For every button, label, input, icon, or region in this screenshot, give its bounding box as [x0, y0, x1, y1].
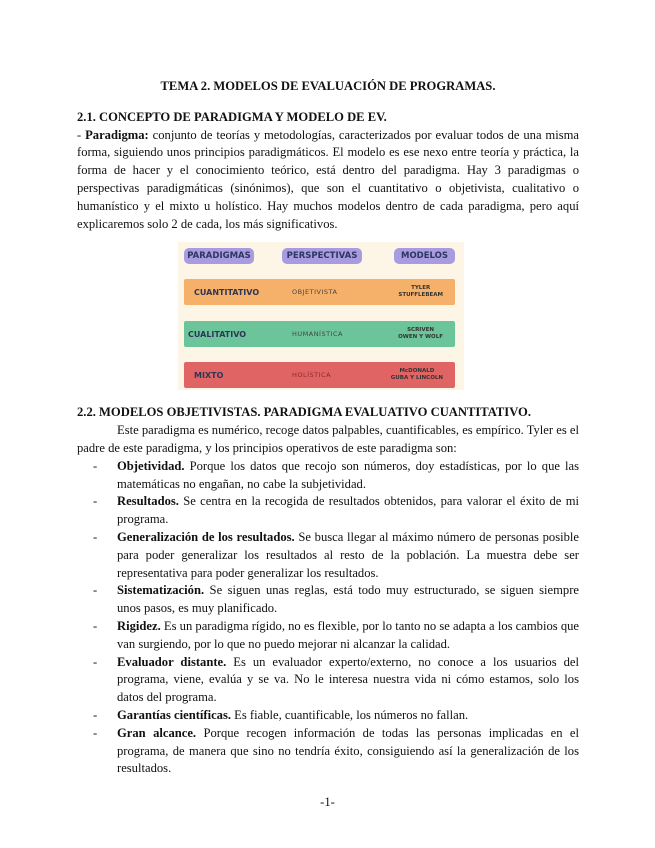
paradigm-paragraph — [77, 127, 579, 234]
paradigm: CUALITATIVO — [188, 329, 247, 339]
term: Objetividad. — [117, 458, 185, 473]
text: Se busca llegar al máximo número de personas posible para poder generalizar los resultados al resto de la población. La muestra debe ser representativa para poder generalizar los resultados. — [117, 529, 580, 580]
section-heading: 2.2. MODELOS OBJETIVISTAS. PARADIGMA EVALUATIVO CUANTITATIVO. — [77, 405, 531, 420]
text: Porque los datos que recojo son números, doy estadísticas, por lo que las matemáticas no engañan, no cabe la subjetividad. — [117, 458, 579, 491]
paragraph-text: conjunto de teorías y metodologías, caracterizados por evaluar todos de una misma forma, siguiendo unos principios paradigmáticos. El modelo es ese nexo entre teoría y práctica, la forma de hacer y el conocimiento teórico, está dentro del paradigma. Hay 3 paradigmas o perspectivas paradigmáticas (sinónimos), que son el cuantitativo o objetivista, cualitativo o humanístico y el mixto u holístico. Hay muchos modelos dentro de cada paradigma, pero aquí explicaremos solo 2 de cada, los más significativos. — [77, 127, 580, 231]
list-item — [77, 493, 579, 529]
list-item — [77, 458, 579, 494]
header-paradigmas: PARADIGMAS — [184, 248, 254, 264]
row-cuantitativo — [184, 279, 455, 305]
term: Sistematización. — [117, 583, 205, 598]
term: Evaluador distante. — [117, 654, 227, 669]
document-page — [77, 78, 579, 778]
term: Garantías científicas. — [117, 707, 232, 722]
term: Generalización de los resultados. — [117, 529, 295, 544]
perspective: HOLÍSTICA — [292, 370, 332, 379]
text: Es un paradigma rígido, no es flexible, por lo tanto no se adapta a los cambios que van surgiendo, por lo que no puedo mejorar ni alcanzar la calidad. — [117, 618, 579, 651]
principles-list — [77, 458, 579, 778]
dash: - — [77, 127, 86, 142]
list-item — [77, 707, 579, 725]
perspective: OBJETIVISTA — [292, 287, 338, 296]
list-item — [77, 582, 579, 618]
term: Resultados. — [117, 494, 179, 509]
intro-paragraph: Este paradigma es numérico, recoge datos palpables, cuantificables, es empírico. Tyler es el padre de este paradigma, y los principios operativos de este paradigma son: — [77, 423, 579, 455]
list-item — [77, 618, 579, 654]
paradigm: MIXTO — [194, 370, 224, 380]
header-modelos: MODELOS — [394, 248, 455, 264]
text: Es fiable, cuantificable, los números no fallan. — [231, 707, 469, 722]
page-number: -1- — [320, 795, 335, 809]
row-mixto — [184, 362, 455, 388]
paradigm: CUANTITATIVO — [194, 287, 260, 297]
text: Porque recogen información de todas las personas implicadas en el programa, de manera que sino no tendría éxito, consiguiendo así la generalización de los resultados. — [117, 725, 579, 776]
header-perspectivas: PERSPECTIVAS — [282, 248, 362, 264]
perspective: HUMANÍSTICA — [292, 329, 343, 338]
models: TYLER STUFFLEBEAM — [398, 285, 443, 299]
models: McDONALD GUBA Y LINCOLN — [390, 368, 443, 382]
text: Es un evaluador experto/externo, no conoce a los usuarios del programa, viene, evalúa y se va. No le interesa nuestra vida ni cómo estamos, solo los datos del programa. — [117, 654, 579, 705]
section-heading: 2.1. CONCEPTO DE PARADIGMA Y MODELO DE EV. — [77, 109, 387, 124]
list-item — [77, 529, 579, 582]
paradigms-figure — [178, 242, 464, 390]
list-item — [77, 725, 579, 778]
text: Se siguen unas reglas, está todo muy estructurado, se siguen siempre unos pasos, es muy planificado. — [117, 583, 579, 616]
text: Se centra en la recogida de resultados obtenidos, para valorar el éxito de mi programa. — [117, 494, 579, 527]
document-title: TEMA 2. MODELOS DE EVALUACIÓN DE PROGRAMAS. — [160, 79, 496, 93]
models: SCRIVEN OWEN Y WOLF — [398, 327, 443, 341]
term: Rigidez. — [117, 618, 161, 633]
row-cualitativo — [184, 321, 455, 347]
term: Paradigma: — [85, 127, 149, 142]
term: Gran alcance. — [117, 725, 197, 740]
list-item — [77, 654, 579, 707]
